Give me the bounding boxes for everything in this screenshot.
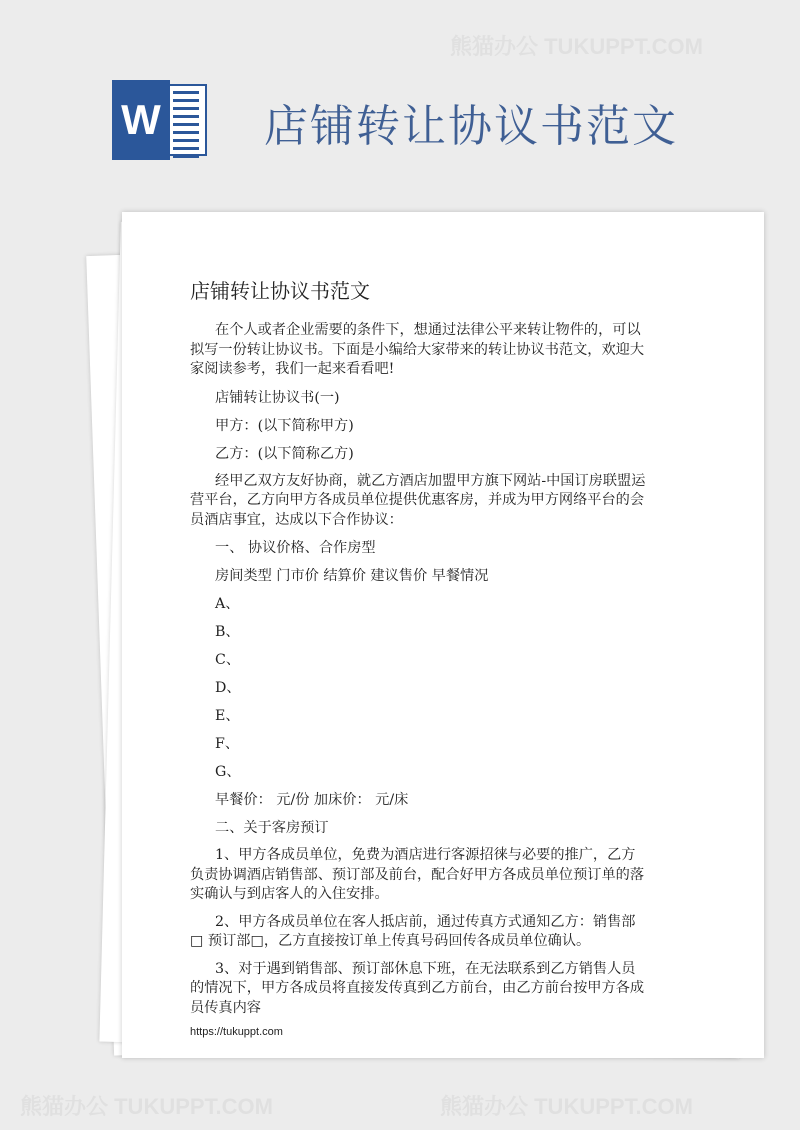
paragraph: F、	[215, 736, 240, 752]
paragraph: 在个人或者企业需要的条件下，想通过法律公平来转让物件的，可以拟写一份转让协议书。下面是小编给大家带来的转让协议书范文，欢迎大家阅读参考，我们一起来看看吧!	[190, 322, 645, 377]
document-page	[122, 212, 764, 1058]
paragraph: A、	[215, 596, 240, 612]
paragraph: 早餐价： 元/份 加床价： 元/床	[215, 792, 409, 808]
banner-title: 店铺转让协议书范文	[264, 101, 678, 152]
paragraph: G、	[215, 764, 241, 780]
watermark: 熊猫办公 TUKUPPT.COM	[450, 34, 704, 59]
paragraph: 房间类型 门市价 结算价 建议售价 早餐情况	[215, 568, 489, 584]
paragraph: D、	[215, 680, 241, 696]
paragraph: E、	[215, 708, 240, 724]
paragraph: 1、甲方各成员单位，免费为酒店进行客源招徕与必要的推广，乙方负责协调酒店销售部、预订部及前台，配合好甲方各成员单位预订单的落实确认与到店客人的入住安排。	[190, 847, 645, 902]
paragraph: C、	[215, 652, 241, 668]
word-letter: W	[112, 80, 170, 160]
paragraph: 甲方：(以下简称甲方)	[215, 417, 354, 434]
paragraph: 二、关于客房预订	[215, 820, 329, 836]
watermark: 熊猫办公 TUKUPPT.COM	[440, 1094, 694, 1119]
footer-url[interactable]: https://tukuppt.com	[190, 1026, 283, 1038]
paragraph: 店铺转让协议书(一)	[215, 389, 340, 406]
paragraph: 乙方：(以下简称乙方)	[215, 445, 354, 462]
paragraph: 经甲乙双方友好协商，就乙方酒店加盟甲方旗下网站-中国订房联盟运营平台，乙方向甲方各成员单位提供优惠客房，并成为甲方网络平台的会员酒店事宜，达成以下合作协议：	[190, 472, 646, 528]
paragraph: 一、 协议价格、合作房型	[215, 540, 376, 556]
paragraph: 3、对于遇到销售部、预订部休息下班，在无法联系到乙方销售人员的情况下，甲方各成员将直接发传真到乙方前台，由乙方前台按甲方各成员传真内容	[190, 960, 645, 1016]
paragraph: B、	[215, 624, 240, 640]
word-icon	[112, 80, 212, 160]
paragraph: 2、甲方各成员单位在客人抵店前，通过传真方式通知乙方：销售部□ 预订部□，乙方直接按订单上传真号码回传各成员单位确认。	[190, 913, 636, 949]
watermark: 熊猫办公 TUKUPPT.COM	[20, 1094, 274, 1119]
document-title: 店铺转让协议书范文	[190, 279, 370, 303]
